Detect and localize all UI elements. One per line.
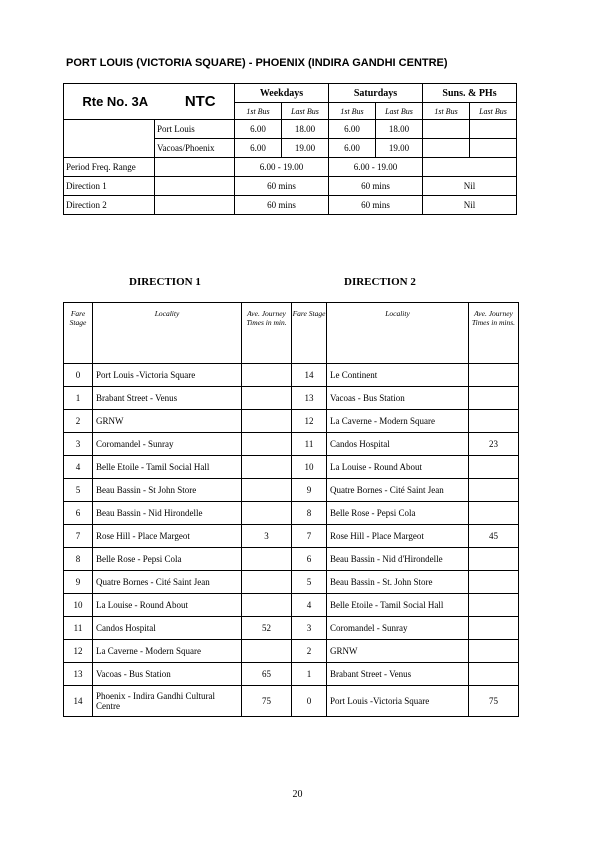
sundays-header: Suns. & PHs	[423, 84, 517, 103]
journey-time-d2	[469, 594, 519, 617]
fare-stage-d2: 4	[292, 594, 327, 617]
blank-cell	[155, 196, 235, 215]
direction-label: Direction 2	[64, 196, 155, 215]
journey-time-d1	[242, 433, 292, 456]
fare-stage-d2: 6	[292, 548, 327, 571]
fare-stage-d2: 11	[292, 433, 327, 456]
route-number-cell	[64, 84, 235, 120]
last-bus-header: Last Bus	[282, 103, 329, 120]
journey-time-d2	[469, 571, 519, 594]
journey-time-d1	[242, 410, 292, 433]
terminus-label: Port Louis	[155, 120, 235, 139]
locality-d1: Brabant Street - Venus	[93, 387, 242, 410]
journey-time-d1	[242, 502, 292, 525]
locality-d2: La Louise - Round About	[327, 456, 469, 479]
period-saturdays: 6.00 - 19.00	[329, 158, 423, 177]
locality-d1: Quatre Bornes - Cité Saint Jean	[93, 571, 242, 594]
timetable-cell	[470, 120, 517, 139]
journey-time-d2	[469, 663, 519, 686]
first-bus-header: 1st Bus	[329, 103, 376, 120]
journey-time-d1	[242, 571, 292, 594]
locality-d1: Phoenix - Indira Gandhi Cultural Centre	[93, 686, 242, 717]
stage-row	[64, 571, 519, 594]
timetable-cell: 6.00	[329, 120, 376, 139]
timetable-cell	[470, 139, 517, 158]
period-sundays	[423, 158, 517, 177]
blank-cell	[155, 177, 235, 196]
journey-time-d2	[469, 640, 519, 663]
locality-d2: Quatre Bornes - Cité Saint Jean	[327, 479, 469, 502]
stage-row	[64, 433, 519, 456]
fare-stage-d2: 7	[292, 525, 327, 548]
locality-d1: Candos Hospital	[93, 617, 242, 640]
direction-label: Direction 1	[64, 177, 155, 196]
frequency-saturdays: 60 mins	[329, 196, 423, 215]
journey-time-d2	[469, 502, 519, 525]
fare-stage-d2: 2	[292, 640, 327, 663]
frequency-weekdays: 60 mins	[235, 177, 329, 196]
stage-row	[64, 364, 519, 387]
fare-stage-d1: 5	[64, 479, 93, 502]
fare-stage-d1: 6	[64, 502, 93, 525]
locality-d2: Port Louis -Victoria Square	[327, 686, 469, 717]
locality-d2: Coromandel - Sunray	[327, 617, 469, 640]
locality-d1: Beau Bassin - Nid Hirondelle	[93, 502, 242, 525]
journey-time-d1	[242, 548, 292, 571]
route-summary-table	[63, 83, 517, 215]
last-bus-header: Last Bus	[376, 103, 423, 120]
stage-row	[64, 479, 519, 502]
locality-d2: Belle Etoile - Tamil Social Hall	[327, 594, 469, 617]
locality-d1: La Caverne - Modern Square	[93, 640, 242, 663]
timetable-cell: 18.00	[282, 120, 329, 139]
journey-time-d1	[242, 640, 292, 663]
fare-stage-d1: 13	[64, 663, 93, 686]
frequency-sundays: Nil	[423, 196, 517, 215]
page-number: 20	[292, 789, 303, 800]
frequency-sundays: Nil	[423, 177, 517, 196]
locality-d1: Belle Rose - Pepsi Cola	[93, 548, 242, 571]
stage-row	[64, 456, 519, 479]
timetable-cell	[423, 139, 470, 158]
fare-stage-d1: 11	[64, 617, 93, 640]
stage-row	[64, 686, 519, 717]
locality-d2: Brabant Street - Venus	[327, 663, 469, 686]
fare-stage-d2: 8	[292, 502, 327, 525]
fare-stage-d2: 13	[292, 387, 327, 410]
fare-stage-d1: 0	[64, 364, 93, 387]
locality-header: Locality	[93, 303, 242, 364]
journey-time-d1	[242, 456, 292, 479]
period-weekdays: 6.00 - 19.00	[235, 158, 329, 177]
journey-time-header: Ave. Journey Times in mins.	[469, 303, 519, 364]
journey-time-d1: 75	[242, 686, 292, 717]
route-number-spacer	[64, 120, 155, 158]
fare-stage-d1: 12	[64, 640, 93, 663]
locality-d1: Rose Hill - Place Margeot	[93, 525, 242, 548]
locality-d2: Belle Rose - Pepsi Cola	[327, 502, 469, 525]
journey-time-d2	[469, 410, 519, 433]
route-number: Rte No. 3A	[82, 94, 149, 109]
period-label: Period Freq. Range	[64, 158, 155, 177]
journey-time-d2	[469, 617, 519, 640]
journey-time-d2: 45	[469, 525, 519, 548]
fare-stage-d1: 1	[64, 387, 93, 410]
stage-row	[64, 525, 519, 548]
terminus-label: Vacoas/Phoenix	[155, 139, 235, 158]
frequency-weekdays: 60 mins	[235, 196, 329, 215]
fare-stage-d2: 14	[292, 364, 327, 387]
fare-stage-d1: 4	[64, 456, 93, 479]
stage-row	[64, 387, 519, 410]
timetable-cell: 18.00	[376, 120, 423, 139]
locality-d2: GRNW	[327, 640, 469, 663]
page-title: PORT LOUIS (VICTORIA SQUARE) - PHOENIX (INDIRA GANDHI CENTRE)	[66, 57, 448, 69]
journey-time-d1	[242, 479, 292, 502]
stage-row	[64, 663, 519, 686]
fare-stages-table	[63, 302, 519, 717]
timetable-cell: 19.00	[376, 139, 423, 158]
fare-stage-d2: 9	[292, 479, 327, 502]
journey-time-d1: 52	[242, 617, 292, 640]
journey-time-d2: 23	[469, 433, 519, 456]
fare-stage-d1: 14	[64, 686, 93, 717]
first-bus-header: 1st Bus	[235, 103, 282, 120]
fare-stage-d1: 7	[64, 525, 93, 548]
locality-d2: La Caverne - Modern Square	[327, 410, 469, 433]
locality-d2: Beau Bassin - Nid d'Hirondelle	[327, 548, 469, 571]
journey-time-d2	[469, 364, 519, 387]
fare-stage-d1: 3	[64, 433, 93, 456]
locality-header: Locality	[327, 303, 469, 364]
fare-stage-header: Fare Stage	[64, 303, 93, 364]
locality-d2: Rose Hill - Place Margeot	[327, 525, 469, 548]
saturdays-header: Saturdays	[329, 84, 423, 103]
fare-stage-d1: 10	[64, 594, 93, 617]
weekdays-header: Weekdays	[235, 84, 329, 103]
stage-row	[64, 617, 519, 640]
journey-time-d1	[242, 364, 292, 387]
journey-time-d1: 65	[242, 663, 292, 686]
fare-stage-d2: 12	[292, 410, 327, 433]
last-bus-header: Last Bus	[470, 103, 517, 120]
fare-stage-header: Fare Stage	[292, 303, 327, 364]
timetable-cell: 6.00	[329, 139, 376, 158]
journey-time-d2	[469, 387, 519, 410]
stage-row	[64, 594, 519, 617]
journey-time-d2: 75	[469, 686, 519, 717]
first-bus-header: 1st Bus	[423, 103, 470, 120]
fare-stage-d2: 3	[292, 617, 327, 640]
fare-stage-d2: 5	[292, 571, 327, 594]
locality-d1: GRNW	[93, 410, 242, 433]
blank-cell	[155, 158, 235, 177]
fare-stage-d1: 2	[64, 410, 93, 433]
fare-stage-d2: 10	[292, 456, 327, 479]
fare-stage-d1: 9	[64, 571, 93, 594]
locality-d2: Le Continent	[327, 364, 469, 387]
locality-d1: Vacoas - Bus Station	[93, 663, 242, 686]
fare-stage-d1: 8	[64, 548, 93, 571]
locality-d1: Belle Etoile - Tamil Social Hall	[93, 456, 242, 479]
locality-d1: Port Louis -Victoria Square	[93, 364, 242, 387]
journey-time-d1: 3	[242, 525, 292, 548]
journey-time-d2	[469, 548, 519, 571]
locality-d2: Beau Bassin - St. John Store	[327, 571, 469, 594]
stage-row	[64, 502, 519, 525]
locality-d1: Beau Bassin - St John Store	[93, 479, 242, 502]
direction-2-heading: DIRECTION 2	[344, 276, 416, 288]
journey-time-header: Ave. Journey Times in min.	[242, 303, 292, 364]
direction-1-heading: DIRECTION 1	[129, 276, 201, 288]
fare-stage-d2: 0	[292, 686, 327, 717]
fare-stage-d2: 1	[292, 663, 327, 686]
locality-d1: Coromandel - Sunray	[93, 433, 242, 456]
stage-row	[64, 640, 519, 663]
operator-name: NTC	[184, 93, 216, 110]
locality-d2: Vacoas - Bus Station	[327, 387, 469, 410]
timetable-cell	[423, 120, 470, 139]
timetable-cell: 6.00	[235, 139, 282, 158]
stage-row	[64, 410, 519, 433]
stage-row	[64, 548, 519, 571]
journey-time-d2	[469, 456, 519, 479]
journey-time-d1	[242, 387, 292, 410]
locality-d1: La Louise - Round About	[93, 594, 242, 617]
frequency-saturdays: 60 mins	[329, 177, 423, 196]
timetable-cell: 19.00	[282, 139, 329, 158]
journey-time-d2	[469, 479, 519, 502]
journey-time-d1	[242, 594, 292, 617]
timetable-cell: 6.00	[235, 120, 282, 139]
locality-d2: Candos Hospital	[327, 433, 469, 456]
